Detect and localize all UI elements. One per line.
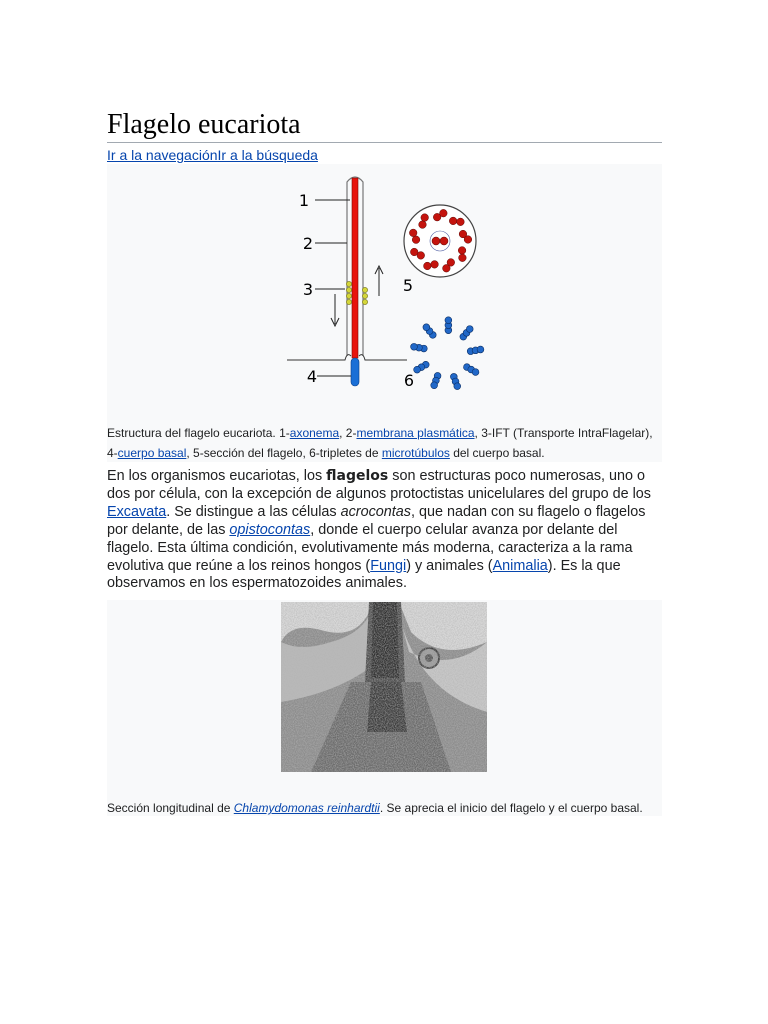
doublet-microtubule [424, 262, 432, 270]
triplet-microtubule [445, 317, 452, 324]
doublet-microtubule [464, 236, 472, 244]
doublet-microtubule [412, 236, 420, 244]
jump-to-search-link[interactable]: Ir a la búsqueda [217, 147, 318, 163]
cell-membrane-right [359, 355, 407, 360]
triplet-microtubule [454, 383, 461, 390]
flagellum-diagram [107, 164, 662, 462]
triplet-microtubule [477, 346, 484, 353]
label-5: 5 [402, 276, 414, 295]
doublet-microtubule [457, 218, 465, 226]
basal-body-bar [351, 358, 359, 386]
axoneme-bar [352, 178, 358, 358]
doublet-microtubule [419, 221, 427, 229]
figure2-caption: Sección longitudinal de Chlamydomonas reinhardtii. Se aprecia el inicio del flagelo y el cuerpo basal. [107, 801, 643, 815]
doublet-microtubule [440, 209, 448, 217]
label-4: 4 [306, 367, 318, 386]
opistocontas-link[interactable]: opistocontas [229, 521, 311, 538]
micrograph-figure [107, 600, 662, 816]
basal-body-triplets [411, 317, 484, 390]
label-6: 6 [403, 371, 415, 390]
triplet-microtubule [423, 324, 430, 331]
membrana-plasmatica-link[interactable]: membrana plasmática [356, 426, 475, 440]
triplet-microtubule [414, 366, 421, 373]
chlamydomonas-link[interactable]: Chlamydomonas reinhardtii [233, 801, 380, 815]
doublet-microtubule [458, 247, 466, 255]
jump-to-navigation-link[interactable]: Ir a la navegación [107, 147, 218, 163]
label-3: 3 [302, 280, 314, 299]
doublet-microtubule [421, 214, 429, 222]
triplet-microtubule [431, 382, 438, 389]
doublet-microtubule [459, 254, 467, 262]
label-1: 1 [298, 191, 310, 210]
triplet-microtubule [411, 343, 418, 350]
doublet-microtubule [449, 217, 457, 225]
page-title: Flagelo eucariota [107, 108, 662, 143]
jump-links [107, 146, 318, 164]
flagellum-structure-figure [107, 164, 662, 462]
axonema-link[interactable]: axonema [289, 426, 340, 440]
figure1-caption: Estructura del flagelo eucariota. 1-axonema, 2-membrana plasmática, 3-IFT (Transporte IntraFlagelar), 4-cuerpo basal, 5-sección del flagelo, 6-tripletes de microtúbulos del cuerpo basal. [107, 426, 653, 460]
doublet-microtubule [410, 248, 418, 256]
body-paragraph: En los organismos eucariotas, los flagelos son estructuras poco numerosas, uno o dos por célula, con la excepción de algunos protoctistas unicelulares del grupo de los Excavata. Se distingue a las células acrocontas, que nadan con su flagelo o flagelos por delante, de las opistocontas, donde el cuerpo celular avanza por delante del flagelo. Esta última condición, evolutivamente más moderna, caracteriza a la rama evolutiva que reúne a los reinos hongos (Fungi) y animales (Animalia). Es la que observamos en los espermatozoides animales. [107, 468, 651, 592]
micrograph-image [281, 602, 487, 772]
excavata-link[interactable]: Excavata [107, 503, 167, 520]
triplet-microtubule [472, 369, 479, 376]
cuerpo-basal-link[interactable]: cuerpo basal [117, 446, 187, 460]
fungi-link[interactable]: Fungi [370, 557, 407, 574]
doublet-microtubule [409, 229, 417, 237]
flagelos-bold: flagelos [326, 468, 389, 484]
animalia-link[interactable]: Animalia [492, 557, 548, 574]
triplet-microtubule [466, 326, 473, 333]
microtubulos-link[interactable]: microtúbulos [381, 446, 450, 460]
cell-membrane-left [287, 355, 351, 360]
acrocontas-term: acrocontas [340, 503, 411, 520]
label-2: 2 [302, 234, 314, 253]
doublet-microtubule [431, 261, 439, 269]
doublet-microtubule [443, 264, 451, 272]
axoneme-cross-section [404, 205, 476, 277]
